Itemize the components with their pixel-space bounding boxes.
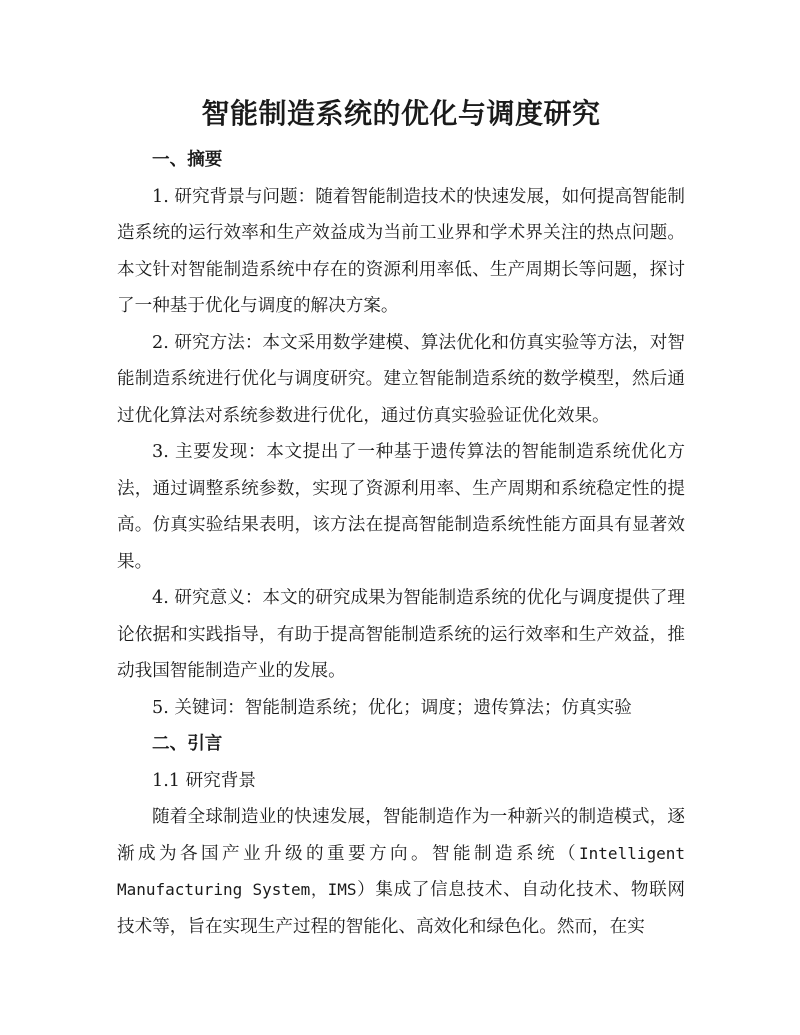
abstract-keywords: 5. 关键词：智能制造系统；优化；调度；遗传算法；仿真实验 [152,697,632,718]
abstract-paragraph-method: 2. 研究方法：本文采用数学建模、算法优化和仿真实验等方法，对智能制造系统进行优化与调度研究。建立智能制造系统的数学模型，然后通过优化算法对系统参数进行优化，通过仿真实验验证优化效果。 [117,332,685,426]
document-title: 智能制造系统的优化与调度研究 [201,97,601,130]
abstract-paragraph-background: 1. 研究背景与问题：随着智能制造技术的快速发展，如何提高智能制造系统的运行效率和生产效益成为当前工业界和学术界关注的热点问题。本文针对智能制造系统中存在的资源利用率低、生产周期长等问题，探讨了一种基于优化与调度的解决方案。 [117,186,685,316]
intro-text-part2: ）集成了信息技术、自动化技术、物联网技术等，旨在实现生产过程的智能化、高效化和绿色化。然而，在实 [117,880,685,937]
abstract-paragraph-findings: 3. 主要发现：本文提出了一种基于遗传算法的智能制造系统优化方法，通过调整系统参数，实现了资源利用率、生产周期和系统稳定性的提高。仿真实验结果表明，该方法在提高智能制造系统性能方面具有显著效果。 [117,442,685,572]
abstract-paragraph-significance: 4. 研究意义：本文的研究成果为智能制造系统的优化与调度提供了理论依据和实践指导，有助于提高智能制造系统的运行效率和生产效益，推动我国智能制造产业的发展。 [117,588,685,681]
subsection-heading-background: 1.1 研究背景 [152,770,256,791]
intro-text-part1: 随着全球制造业的快速发展，智能制造作为一种新兴的制造模式，逐渐成为各国产业升级的重要方向。智能制造系统（ [117,807,685,864]
intro-term-ims: Intelligent Manufacturing System，IMS [117,843,685,899]
section-heading-abstract: 一、摘要 [152,150,223,170]
intro-paragraph [117,799,685,945]
section-heading-intro: 二、引言 [152,734,223,754]
document-body [117,142,685,945]
